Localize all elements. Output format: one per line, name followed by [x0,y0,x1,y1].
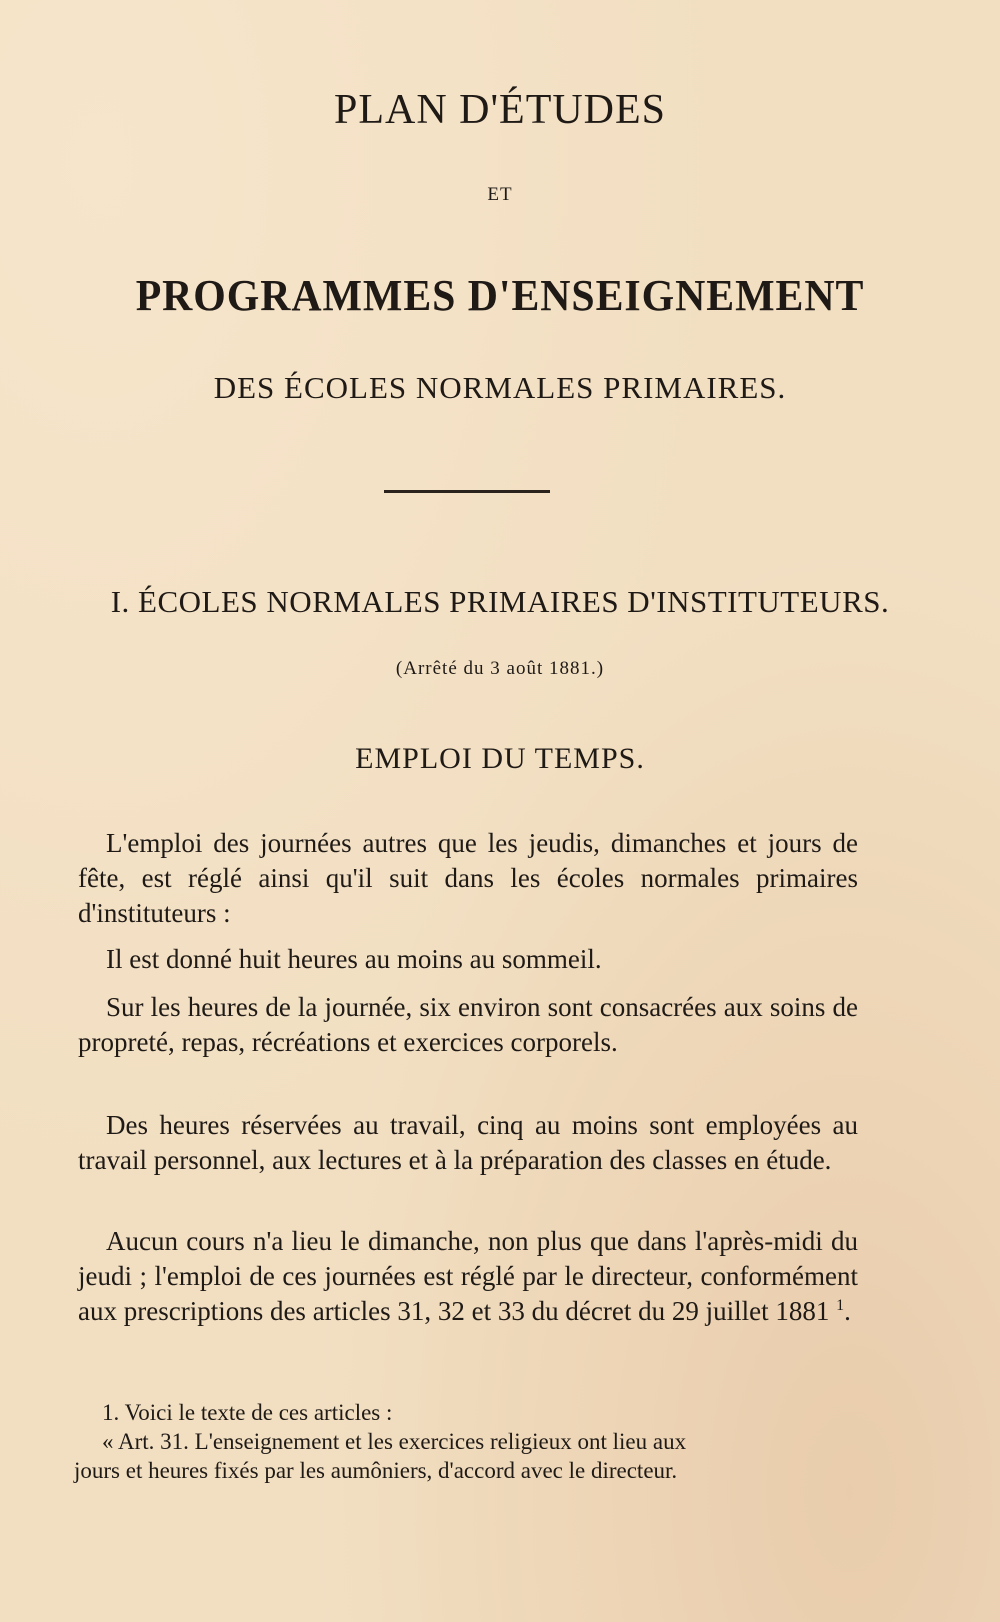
paragraph-5-text: Aucun cours n'a lieu le dimanche, non plus que dans l'après-midi du jeudi ; l'emploi de ces journées est réglé par le directeur, conformément aux prescriptions des articles 31, 32 et 33 du décret du 29 juillet 1881 [78,1226,858,1326]
paragraph-5-period: . [844,1296,851,1326]
title-programmes: PROGRAMMES D'ENSEIGNEMENT [135,271,865,320]
horizontal-rule [384,490,550,493]
paragraph-1: L'emploi des journées autres que les jeudis, dimanches et jours de fête, est réglé ainsi qu'il suit dans les écoles normales primaires d'instituteurs : [78,828,858,928]
subheading-emploi-du-temps: EMPLOI DU TEMPS. [355,742,645,775]
paragraph-4: Des heures réservées au travail, cinq au moins sont employées au travail personnel, aux lectures et à la préparation des classes en étude. [78,1110,858,1175]
title-ecoles-normales: DES ÉCOLES NORMALES PRIMAIRES. [213,370,787,405]
footnotes [74,1398,858,1485]
footnote-line-2: « Art. 31. L'enseignement et les exercices religieux ont lieu aux [102,1429,687,1454]
paragraph-2: Il est donné huit heures au moins au sommeil. [106,944,602,974]
paragraph-3: Sur les heures de la journée, six environ sont consacrées aux soins de propreté, repas, récréations et exercices corporels. [78,992,858,1057]
footnote-line-1: 1. Voici le texte de ces articles : [102,1400,393,1425]
paragraph-5 [78,1224,858,1329]
decree-reference: (Arrêté du 3 août 1881.) [395,658,605,679]
section-heading: I. ÉCOLES NORMALES PRIMAIRES D'INSTITUTEURS. [110,584,890,619]
title-plan-etudes: PLAN D'ÉTUDES [333,87,667,133]
title-conjunction: ET [487,184,513,205]
footnote-marker: 1 [836,1297,845,1314]
footnote-line-3: jours et heures fixés par les aumôniers, d'accord avec le directeur. [74,1458,678,1483]
